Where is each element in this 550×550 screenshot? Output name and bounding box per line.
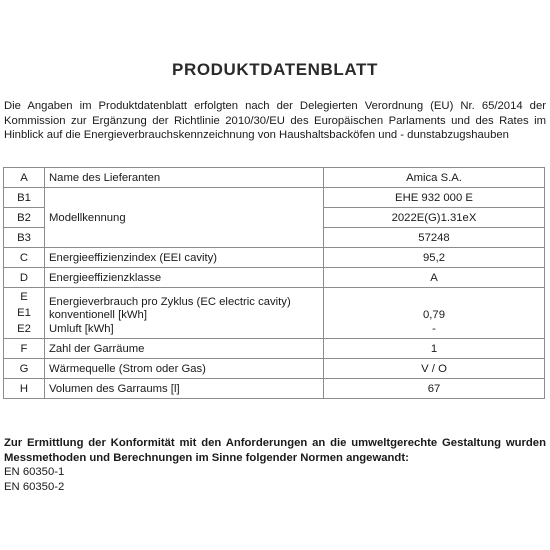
row-code: B2 (4, 208, 45, 228)
table-row (4, 339, 545, 359)
row-value: EHE 932 000 E (324, 188, 545, 208)
row-label: Energieverbrauch pro Zyklus (EC electric cavity) (49, 295, 291, 308)
row-code: A (4, 168, 45, 188)
row-code: E2 (17, 323, 31, 335)
row-code: C (4, 248, 45, 268)
product-data-table (3, 167, 545, 399)
row-code: B1 (4, 188, 45, 208)
table-row (4, 188, 545, 208)
row-label: Umluft [kWh] (49, 322, 114, 335)
table-row (4, 268, 545, 288)
standard-item: EN 60350-1 (4, 466, 65, 478)
value-stack (328, 309, 540, 336)
row-value: 1 (324, 339, 545, 359)
page-title: PRODUKTDATENBLATT (172, 60, 378, 79)
row-code: E (20, 291, 28, 303)
row-value: 95,2 (324, 248, 545, 268)
row-label: Energieeffizienzindex (EEI cavity) (45, 248, 324, 268)
table-row (4, 288, 545, 339)
row-code: B3 (4, 228, 45, 248)
table-row (4, 379, 545, 399)
row-code: D (4, 268, 45, 288)
row-label: Wärmequelle (Strom oder Gas) (45, 359, 324, 379)
row-label: Zahl der Garräume (45, 339, 324, 359)
table-row (4, 168, 545, 188)
row-value: - (432, 322, 436, 335)
intro-paragraph: Die Angaben im Produktdatenblatt erfolgten nach der Delegierten Verordnung (EU) Nr. 65/2014 der Kommission zur Ergänzung der Richtlinie 2010/30/EU des Europäischen Parlaments und des Rates im Hinblick auf die Energieverbrauchskennzeichnung von Haushaltsbacköfen und - dunstabzugshauben (4, 100, 546, 141)
row-label: konventionell [kWh] (49, 309, 147, 321)
row-label: Name des Lieferanten (45, 168, 324, 188)
row-label: Modellkennung (45, 188, 324, 248)
table-row (4, 248, 545, 268)
label-stack (49, 296, 319, 337)
conformity-footer (4, 436, 546, 494)
row-label: Energieeffizienzklasse (45, 268, 324, 288)
row-code: E1 (17, 307, 31, 319)
row-code: G (4, 359, 45, 379)
code-stack (4, 289, 44, 337)
row-code: F (4, 339, 45, 359)
row-code: H (4, 379, 45, 399)
row-value: Amica S.A. (324, 168, 545, 188)
row-value: 67 (324, 379, 545, 399)
table-row (4, 359, 545, 379)
row-value: 0,79 (423, 309, 445, 321)
row-value: 2022E(G)1.31eX (324, 208, 545, 228)
row-code-stack (4, 288, 45, 339)
row-value: V / O (324, 359, 545, 379)
row-label: Volumen des Garraums [l] (45, 379, 324, 399)
row-value: A (324, 268, 545, 288)
row-label-stack (45, 288, 324, 339)
conformity-statement: Zur Ermittlung der Konformität mit den Anforderungen an die umweltgerechte Gestaltung wurden Messmethoden und Berechnungen im Sinne folgender Normen angewandt: (4, 437, 546, 464)
row-value: 57248 (324, 228, 545, 248)
standard-item: EN 60350-2 (4, 480, 65, 493)
row-value-stack (324, 288, 545, 339)
